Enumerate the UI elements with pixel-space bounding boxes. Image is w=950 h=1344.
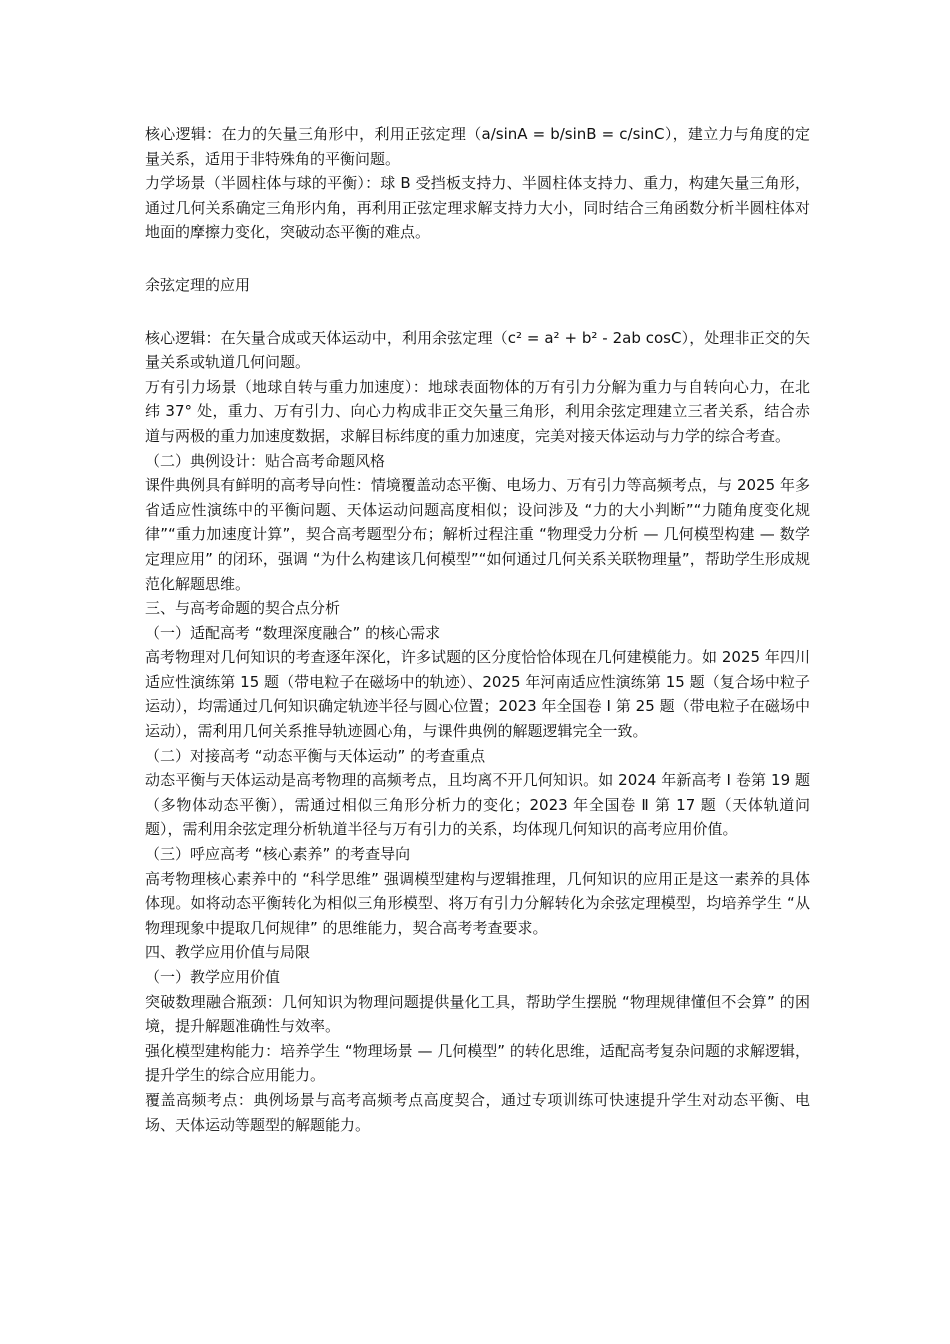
- document-page: [145, 122, 810, 1137]
- heading-example-design: （二）典例设计：贴合高考命题风格: [145, 451, 386, 470]
- paragraph-cosine-core-logic: 核心逻辑：在矢量合成或天体运动中，利用余弦定理（c² = a² + b² - 2ab cosC），处理非正交的矢量关系或轨道几何问题。: [145, 328, 810, 372]
- paragraph-subsection-3-3: 高考物理核心素养中的 “科学思维” 强调模型建构与逻辑推理，几何知识的应用正是这一素养的具体体现。如将动态平衡转化为相似三角形模型、将万有引力分解转化为余弦定理模型，均培养学生 “从物理现象中提取几何规律” 的思维能力，契合高考考查要求。: [145, 869, 810, 937]
- paragraph-subsection-3-2: 动态平衡与天体运动是高考物理的高频考点，且均离不开几何知识。如 2024 年新高考 Ⅰ 卷第 19 题（多物体动态平衡），需通过相似三角形分析力的变化；2023 年全国卷 Ⅱ 第 17 题（天体轨道问题），需利用余弦定理分析轨道半径与万有引力的关系，均体现几何知识的高考应用价值。: [145, 771, 810, 839]
- heading-subsection-4-1: （一）教学应用价值: [145, 968, 281, 986]
- paragraph-value-math-fusion: 突破数理融合瓶颈：几何知识为物理问题提供量化工具，帮助学生摆脱 “物理规律懂但不会算” 的困境，提升解题准确性与效率。: [145, 992, 810, 1036]
- heading-cosine-application: 余弦定理的应用: [145, 275, 251, 294]
- paragraph-subsection-3-1: 高考物理对几何知识的考查逐年深化，许多试题的区分度恰恰体现在几何建模能力。如 2025 年四川适应性演练第 15 题（带电粒子在磁场中的轨迹）、2025 年河南适应性演练第 15 题（复合场中粒子运动），均需通过几何知识确定轨迹半径与圆心位置；2023 年全国卷 Ⅰ 第 25 题（带电粒子在磁场中运动），需利用几何关系推导轨迹圆心角，与课件典例的解题逻辑完全一致。: [145, 648, 810, 741]
- paragraph-gravitation-scene: 万有引力场景（地球自转与重力加速度）：地球表面物体的万有引力分解为重力与自转向心力，在北纬 37° 处，重力、万有引力、向心力构成非正交矢量三角形，利用余弦定理建立三者关系，结合赤道与两极的重力加速度数据，求解目标纬度的重力加速度，完美对接天体运动与力学的综合考查。: [145, 377, 810, 445]
- heading-section-four: 四、教学应用价值与局限: [145, 943, 311, 962]
- paragraph-sine-mechanics-scene: 力学场景（半圆柱体与球的平衡）：球 B 受挡板支持力、半圆柱体支持力、重力，构建矢量三角形，通过几何关系确定三角形内角，再利用正弦定理求解支持力大小，同时结合三角函数分析半圆柱体对地面的摩擦力变化，突破动态平衡的难点。: [145, 174, 810, 242]
- paragraph-value-modeling: 强化模型建构能力：培养学生 “物理场景 — 几何模型” 的转化思维，适配高考复杂问题的求解逻辑，提升学生的综合应用能力。: [145, 1041, 810, 1085]
- paragraph-spacer: [145, 298, 810, 326]
- heading-subsection-3-2: （二）对接高考 “动态平衡与天体运动” 的考查重点: [145, 746, 486, 765]
- paragraph-spacer: [145, 245, 810, 273]
- paragraph-sine-core-logic: 核心逻辑：在力的矢量三角形中，利用正弦定理（a/sinA = b/sinB = c/sinC），建立力与角度的定量关系，适用于非特殊角的平衡问题。: [145, 125, 810, 168]
- paragraph-value-hot-topics: 覆盖高频考点：典例场景与高考高频考点高度契合，通过专项训练可快速提升学生对动态平衡、电场、天体运动等题型的解题能力。: [145, 1090, 810, 1134]
- heading-subsection-3-3: （三）呼应高考 “核心素养” 的考查导向: [145, 845, 411, 864]
- heading-subsection-3-1: （一）适配高考 “数理深度融合” 的核心需求: [145, 623, 441, 642]
- heading-section-three: 三、与高考命题的契合点分析: [145, 599, 341, 618]
- paragraph-example-design: 课件典例具有鲜明的高考导向性：情境覆盖动态平衡、电场力、万有引力等高频考点，与 2025 年多省适应性演练中的平衡问题、天体运动问题高度相似；设问涉及 “力的大小判断”“力随角度变化规律”“重力加速度计算”，契合高考题型分布；解析过程注重 “物理受力分析 — 几何模型构建 — 数学定理应用” 的闭环，强调 “为什么构建该几何模型”“如何通过几何关系关联物理量”，帮助学生形成规范化解题思维。: [145, 476, 810, 593]
